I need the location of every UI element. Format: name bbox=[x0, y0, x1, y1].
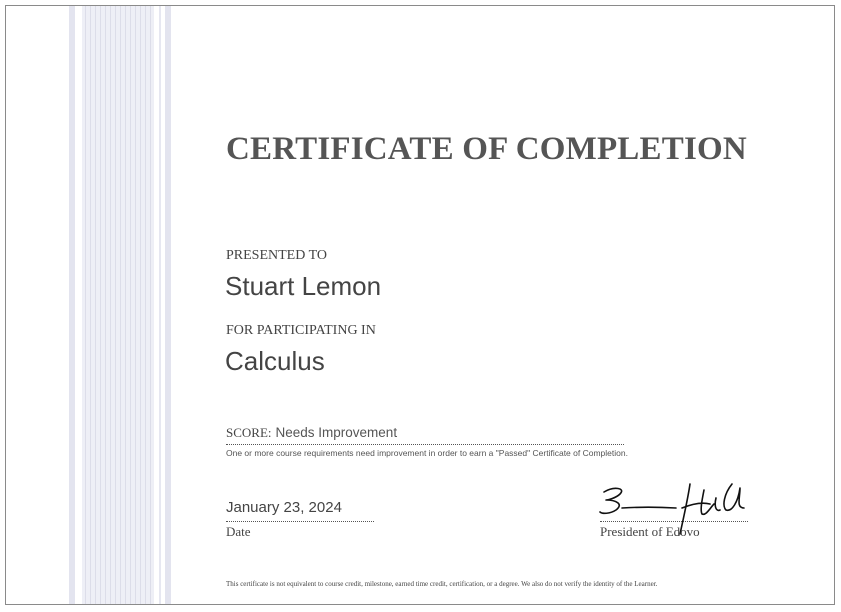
completion-date: January 23, 2024 bbox=[226, 499, 374, 522]
footer-disclaimer: This certificate is not equivalent to course credit, milestone, earned time credit, certification, or a degree. We also do not verify the identity of the Learner. bbox=[226, 580, 658, 588]
decorative-stripes bbox=[69, 6, 171, 604]
score-row bbox=[226, 424, 624, 445]
score-value: Needs Improvement bbox=[275, 425, 398, 440]
signatory-title: President of Edovo bbox=[600, 524, 700, 539]
presented-to-label: PRESENTED TO bbox=[226, 248, 327, 263]
course-name: Calculus bbox=[225, 346, 325, 376]
date-label: Date bbox=[226, 524, 251, 539]
participating-label: FOR PARTICIPATING IN bbox=[226, 323, 376, 338]
certificate-title: CERTIFICATE OF COMPLETION bbox=[226, 131, 747, 167]
score-note: One or more course requirements need improvement in order to earn a "Passed" Certificate of Completion. bbox=[226, 448, 628, 458]
score-label: SCORE: bbox=[226, 425, 272, 440]
recipient-name: Stuart Lemon bbox=[225, 271, 382, 301]
